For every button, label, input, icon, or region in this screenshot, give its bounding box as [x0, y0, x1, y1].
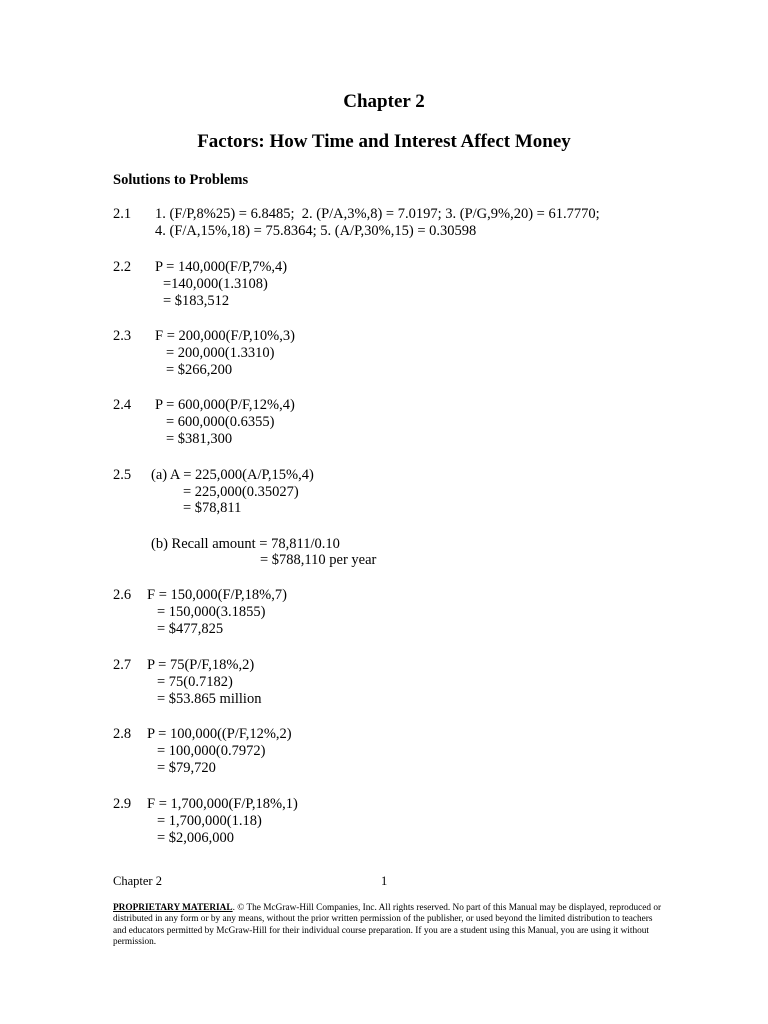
- problem-line: = $53.865 million: [157, 691, 262, 707]
- problem-line: = $381,300: [166, 431, 233, 447]
- problem-number: 2.1: [113, 206, 132, 222]
- problem-line: = $2,006,000: [157, 830, 235, 846]
- problem-line: F = 200,000(F/P,10%,3): [155, 328, 295, 344]
- problem-number: 2.7: [113, 657, 132, 673]
- page-title: Factors: How Time and Interest Affect Money: [197, 131, 571, 152]
- problem-number: 2.2: [113, 259, 132, 275]
- notice-text: . © The McGraw-Hill Companies, Inc. All rights reserved. No part of this Manual may be displayed, reproduced or distributed in any form or by any means, without the prior written permission of the publisher, or used beyond the limited distribution to teachers and educators permitted by McGraw-Hill for their individual course preparation. If you are a student using this Manual, you are using it without permission.: [113, 903, 662, 948]
- page-number: 1: [381, 874, 388, 888]
- problem-line: F = 150,000(F/P,18%,7): [147, 587, 287, 603]
- problem-number: 2.9: [113, 796, 132, 812]
- problem-line: =140,000(1.3108): [163, 276, 268, 292]
- problem-line: = 75(0.7182): [157, 674, 233, 690]
- problem-line: = 200,000(1.3310): [166, 345, 275, 361]
- problem-line: = $477,825: [157, 621, 224, 637]
- problem-number: 2.4: [113, 397, 132, 413]
- chapter-title: Chapter 2: [343, 91, 425, 112]
- footer-chapter: Chapter 2: [113, 874, 162, 888]
- problem-number: 2.5: [113, 467, 132, 483]
- problem-line: = $78,811: [183, 500, 242, 516]
- problem-line: = 1,700,000(1.18): [157, 813, 262, 829]
- problem-line: = 100,000(0.7972): [157, 743, 266, 759]
- problem-line: 4. (F/A,15%,18) = 75.8364; 5. (A/P,30%,15) = 0.30598: [155, 223, 477, 239]
- problem-line: (a) A = 225,000(A/P,15%,4): [151, 467, 314, 483]
- problem-line: = 150,000(3.1855): [157, 604, 266, 620]
- problem-number: 2.8: [113, 726, 132, 742]
- problem-number: 2.3: [113, 328, 132, 344]
- problem-line: F = 1,700,000(F/P,18%,1): [147, 796, 298, 812]
- section-heading: Solutions to Problems: [113, 172, 249, 188]
- problem-line: P = 75(P/F,18%,2): [147, 657, 255, 673]
- problem-line: = $788,110 per year: [260, 552, 377, 568]
- problem-line: = 600,000(0.6355): [166, 414, 275, 430]
- notice-label: PROPRIETARY MATERIAL: [113, 903, 233, 913]
- problem-line: P = 140,000(F/P,7%,4): [155, 259, 288, 275]
- problem-line: 1. (F/P,8%25) = 6.8485; 2. (P/A,3%,8) = 7.0197; 3. (P/G,9%,20) = 61.7770;: [155, 206, 600, 222]
- problem-line: = $266,200: [166, 362, 233, 378]
- problem-number: 2.6: [113, 587, 132, 603]
- problem-line: = 225,000(0.35027): [183, 484, 299, 500]
- problem-line: P = 100,000((P/F,12%,2): [147, 726, 292, 742]
- problem-line: P = 600,000(P/F,12%,4): [155, 397, 295, 413]
- problem-line: = $79,720: [157, 760, 216, 776]
- problem-line: = $183,512: [163, 293, 230, 309]
- problem-line: (b) Recall amount = 78,811/0.10: [151, 536, 340, 552]
- proprietary-notice: [113, 903, 663, 949]
